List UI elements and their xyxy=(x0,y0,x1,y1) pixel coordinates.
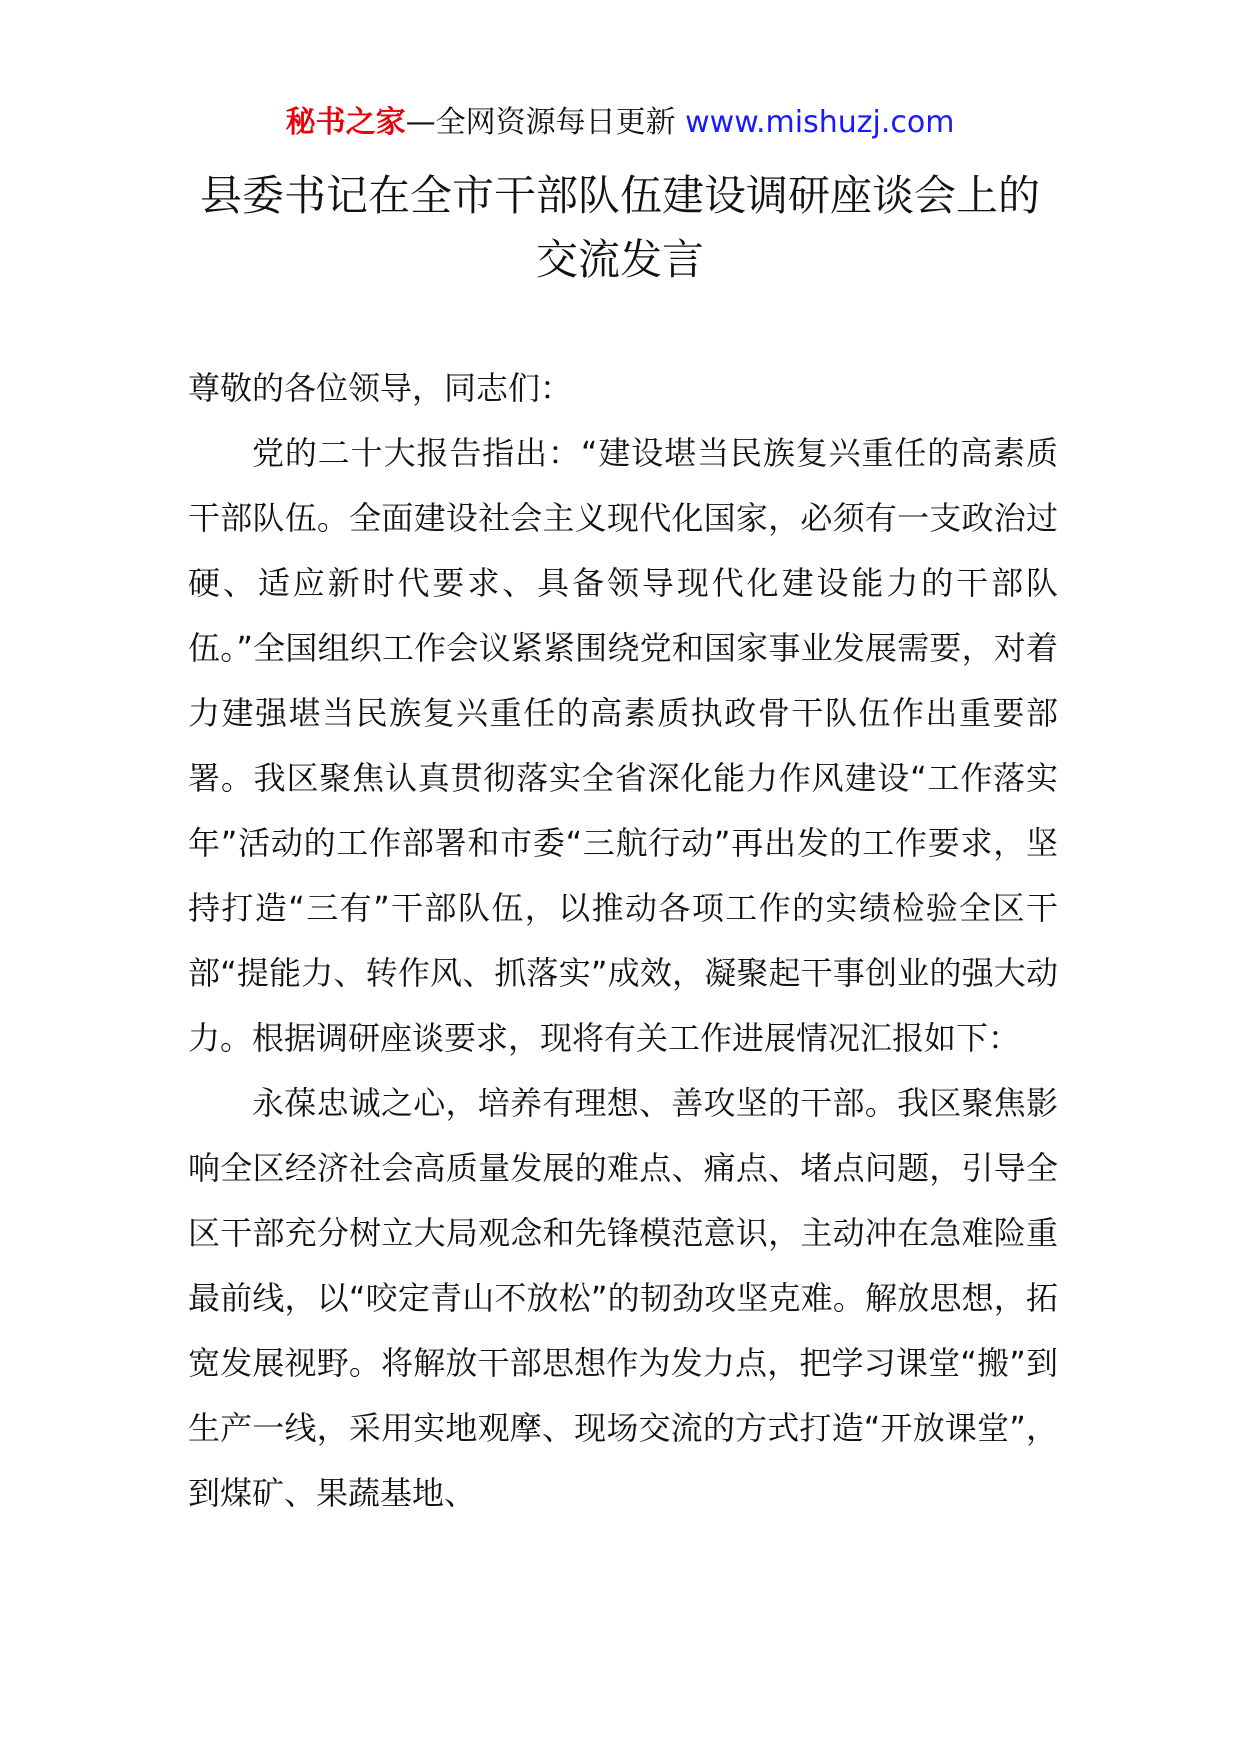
document-body xyxy=(188,356,1058,1526)
header-tagline: —全网资源每日更新 xyxy=(405,105,676,140)
title-line-1: 县委书记在全市干部队伍建设调研座谈会上的 xyxy=(199,171,1040,220)
site-header xyxy=(0,100,1240,146)
paragraph-1: 党的二十大报告指出：“建设堪当民族复兴重任的高素质干部队伍。全面建设社会主义现代化国家，必须有一支政治过硬、适应新时代要求、具备领导现代化建设能力的干部队伍。”全国组织工作会议紧紧围绕党和国家事业发展需要，对着力建强堪当民族复兴重任的高素质执政骨干队伍作出重要部署。我区聚焦认真贯彻落实全省深化能力作风建设“工作落实年”活动的工作部署和市委“三航行动”再出发的工作要求，坚持打造“三有”干部队伍，以推动各项工作的实绩检验全区干部“提能力、转作风、抓落实”成效，凝聚起干事创业的强大动力。根据调研座谈要求，现将有关工作进展情况汇报如下： xyxy=(188,434,1058,1057)
brand-name: 秘书之家 xyxy=(285,105,406,140)
document-title xyxy=(0,164,1240,292)
title-line-2: 交流发言 xyxy=(535,235,704,284)
site-url-link[interactable]: www.mishuzj.com xyxy=(685,105,955,140)
paragraph-2: 永葆忠诚之心，培养有理想、善攻坚的干部。我区聚焦影响全区经济社会高质量发展的难点、痛点、堵点问题，引导全区干部充分树立大局观念和先锋模范意识，主动冲在急难险重最前线，以“咬定青山不放松”的韧劲攻坚克难。解放思想，拓宽发展视野。将解放干部思想作为发力点，把学习课堂“搬”到生产一线，采用实地观摩、现场交流的方式打造“开放课堂”，到煤矿、果蔬基地、 xyxy=(188,1084,1058,1512)
salutation: 尊敬的各位领导，同志们： xyxy=(188,369,573,407)
